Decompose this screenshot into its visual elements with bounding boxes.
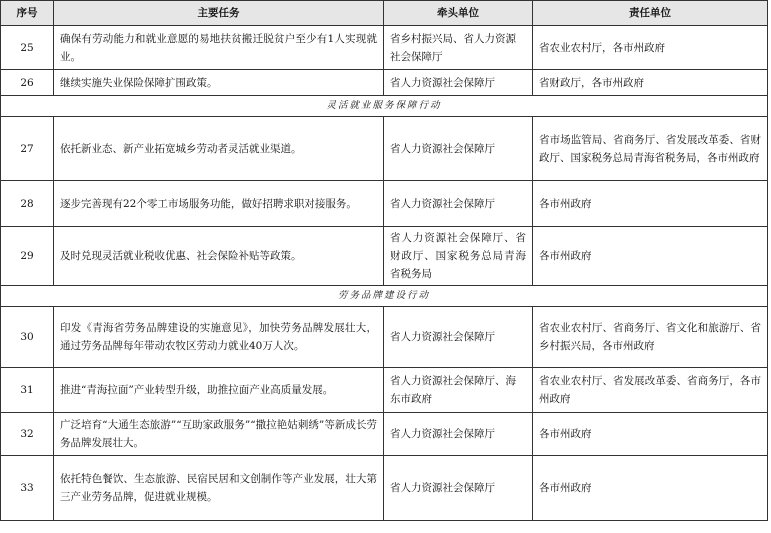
row-task: 广泛培育“大通生态旅游”“互助家政服务”“撒拉艳姑刺绣”等新成长劳务品牌发展壮大。 bbox=[54, 413, 384, 456]
section-row bbox=[1, 96, 768, 117]
row-index: 29 bbox=[1, 227, 54, 286]
header-lead: 牵头单位 bbox=[384, 1, 533, 26]
row-lead: 省人力资源社会保障厅 bbox=[384, 70, 533, 96]
table-row bbox=[1, 70, 768, 96]
table-row bbox=[1, 117, 768, 181]
table-row bbox=[1, 26, 768, 70]
row-index: 32 bbox=[1, 413, 54, 456]
table-row bbox=[1, 227, 768, 286]
section-row bbox=[1, 286, 768, 307]
header-row bbox=[1, 1, 768, 26]
row-index: 26 bbox=[1, 70, 54, 96]
row-lead: 省人力资源社会保障厅 bbox=[384, 117, 533, 181]
table-row bbox=[1, 456, 768, 521]
row-task: 印发《青海省劳务品牌建设的实施意见》，加快劳务品牌发展壮大，通过劳务品牌每年带动农牧区劳动力就业40万人次。 bbox=[54, 307, 384, 368]
row-lead: 省人力资源社会保障厅 bbox=[384, 307, 533, 368]
row-responsible: 各市州政府 bbox=[533, 456, 768, 521]
row-index: 27 bbox=[1, 117, 54, 181]
section-title: 劳务品牌建设行动 bbox=[1, 286, 768, 307]
row-index: 31 bbox=[1, 368, 54, 413]
row-responsible: 省财政厅，各市州政府 bbox=[533, 70, 768, 96]
row-lead: 省人力资源社会保障厅 bbox=[384, 413, 533, 456]
header-task: 主要任务 bbox=[54, 1, 384, 26]
row-task: 继续实施失业保险保障扩围政策。 bbox=[54, 70, 384, 96]
row-index: 28 bbox=[1, 181, 54, 227]
table-header bbox=[1, 1, 768, 26]
row-lead: 省乡村振兴局、省人力资源社会保障厅 bbox=[384, 26, 533, 70]
section-title: 灵活就业服务保障行动 bbox=[1, 96, 768, 117]
row-responsible: 各市州政府 bbox=[533, 413, 768, 456]
row-responsible: 各市州政府 bbox=[533, 181, 768, 227]
row-task: 逐步完善现有22个零工市场服务功能，做好招聘求职对接服务。 bbox=[54, 181, 384, 227]
table-row bbox=[1, 368, 768, 413]
row-lead: 省人力资源社会保障厅 bbox=[384, 181, 533, 227]
row-lead: 省人力资源社会保障厅、省财政厅、国家税务总局青海省税务局 bbox=[384, 227, 533, 286]
table-row bbox=[1, 181, 768, 227]
row-index: 25 bbox=[1, 26, 54, 70]
row-task: 及时兑现灵活就业税收优惠、社会保险补贴等政策。 bbox=[54, 227, 384, 286]
row-index: 33 bbox=[1, 456, 54, 521]
table-body bbox=[1, 26, 768, 521]
row-index: 30 bbox=[1, 307, 54, 368]
row-task: 依托新业态、新产业拓宽城乡劳动者灵活就业渠道。 bbox=[54, 117, 384, 181]
table-row bbox=[1, 307, 768, 368]
row-task: 推进“青海拉面”产业转型升级，助推拉面产业高质量发展。 bbox=[54, 368, 384, 413]
row-responsible: 省市场监管局、省商务厅、省发展改革委、省财政厅、国家税务总局青海省税务局，各市州政府 bbox=[533, 117, 768, 181]
header-responsible: 责任单位 bbox=[533, 1, 768, 26]
row-lead: 省人力资源社会保障厅、海东市政府 bbox=[384, 368, 533, 413]
header-index: 序号 bbox=[1, 1, 54, 26]
row-task: 依托特色餐饮、生态旅游、民宿民居和文创制作等产业发展，壮大第三产业劳务品牌，促进就业规模。 bbox=[54, 456, 384, 521]
row-lead: 省人力资源社会保障厅 bbox=[384, 456, 533, 521]
table-row bbox=[1, 413, 768, 456]
row-responsible: 省农业农村厅、省商务厅、省文化和旅游厅、省乡村振兴局，各市州政府 bbox=[533, 307, 768, 368]
row-responsible: 省农业农村厅，各市州政府 bbox=[533, 26, 768, 70]
row-task: 确保有劳动能力和就业意愿的易地扶贫搬迁脱贫户至少有1人实现就业。 bbox=[54, 26, 384, 70]
row-responsible: 省农业农村厅、省发展改革委、省商务厅，各市州政府 bbox=[533, 368, 768, 413]
row-responsible: 各市州政府 bbox=[533, 227, 768, 286]
